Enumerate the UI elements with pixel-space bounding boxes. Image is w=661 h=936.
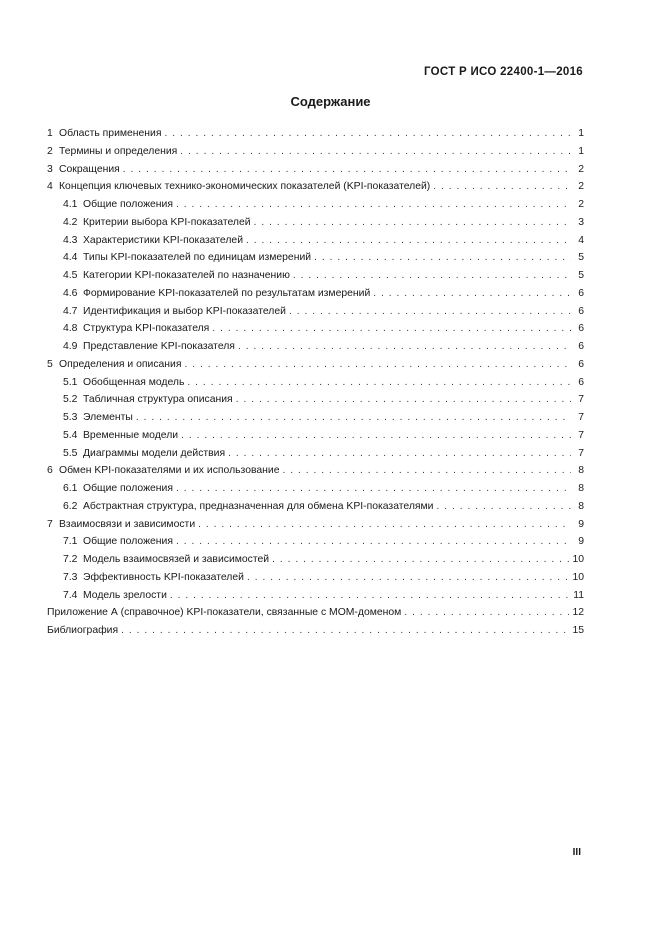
page-number: III xyxy=(572,847,581,858)
toc-entry-title: Структура KPI-показателя xyxy=(83,323,210,335)
toc-entry[interactable] xyxy=(47,498,584,516)
toc-entry-page: 5 xyxy=(578,270,584,281)
toc-entry-page: 6 xyxy=(578,358,584,370)
toc-entry[interactable] xyxy=(47,161,584,179)
toc-entry-page: 1 xyxy=(578,128,584,139)
toc-entry-page: 6 xyxy=(578,323,584,335)
toc-dot-leader xyxy=(181,427,571,445)
toc-entry-number: 5.3 xyxy=(63,412,78,423)
toc-dot-leader xyxy=(293,267,571,285)
toc-dot-leader xyxy=(373,285,571,303)
toc-entry[interactable] xyxy=(47,267,584,285)
toc-entry-number: 4.1 xyxy=(63,199,78,210)
toc-entry-number: 6 xyxy=(47,465,53,477)
toc-dot-leader xyxy=(184,356,571,374)
toc-entry[interactable] xyxy=(47,604,584,622)
toc-entry-page: 7 xyxy=(578,447,584,459)
toc-entry-number: 2 xyxy=(47,145,53,157)
toc-dot-leader xyxy=(282,462,571,480)
toc-entry-page: 11 xyxy=(573,589,584,601)
toc-entry-page: 6 xyxy=(578,341,584,352)
toc-entry-page: 1 xyxy=(578,145,584,157)
toc-dot-leader xyxy=(170,587,570,605)
toc-entry-title: Концепция ключевых технико-экономических показателей (KPI-показателей) xyxy=(59,181,431,193)
toc-entry-page: 8 xyxy=(578,500,584,512)
toc-entry[interactable] xyxy=(47,427,584,445)
toc-dot-leader xyxy=(247,569,569,587)
toc-entry-number: 5.1 xyxy=(63,376,78,388)
toc-entry-number: 5 xyxy=(47,358,53,370)
toc-dot-leader xyxy=(198,516,571,534)
toc-entry-title: Временные модели xyxy=(83,429,179,441)
toc-entry-page: 2 xyxy=(578,199,584,210)
toc-entry-page: 6 xyxy=(578,287,584,299)
toc-entry-title: Критерии выбора KPI-показателей xyxy=(83,216,251,228)
toc-entry-number: 5.2 xyxy=(63,394,78,406)
toc-entry-number: 5.4 xyxy=(63,429,78,441)
toc-entry-page: 8 xyxy=(578,483,584,494)
toc-entry-number: 4.2 xyxy=(63,216,78,228)
toc-entry[interactable] xyxy=(47,462,584,480)
toc-dot-leader xyxy=(176,480,571,498)
toc-entry[interactable] xyxy=(47,214,584,232)
toc-entry[interactable] xyxy=(47,338,584,356)
toc-entry[interactable] xyxy=(47,143,584,161)
toc-entry[interactable] xyxy=(47,516,584,534)
toc-entry[interactable] xyxy=(47,178,584,196)
toc-entry-title: Термины и определения xyxy=(59,145,178,157)
toc-entry-number: 4.9 xyxy=(63,341,78,352)
toc-dot-leader xyxy=(433,178,571,196)
toc-dot-leader xyxy=(123,161,571,179)
toc-entry-title: Абстрактная структура, предназначенная для обмена KPI-показателями xyxy=(83,500,434,512)
toc-entry[interactable] xyxy=(47,480,584,498)
table-of-contents xyxy=(47,125,584,640)
toc-entry-title: Характеристики KPI-показателей xyxy=(83,234,244,246)
toc-entry-page: 7 xyxy=(578,394,584,406)
toc-entry-page: 5 xyxy=(578,252,584,264)
toc-entry-number: 7.1 xyxy=(63,536,78,548)
toc-entry-title: Общие положения xyxy=(83,483,173,494)
toc-entry[interactable] xyxy=(47,533,584,551)
toc-dot-leader xyxy=(187,374,571,392)
toc-entry-number: 5.5 xyxy=(63,447,78,459)
toc-entry-number: 3 xyxy=(47,163,53,175)
toc-entry-page: 10 xyxy=(572,554,584,565)
toc-dot-leader xyxy=(436,498,571,516)
toc-entry-number: 4.7 xyxy=(63,305,78,317)
toc-entry-title: Область применения xyxy=(59,128,162,139)
toc-entry-title: Диаграммы модели действия xyxy=(83,447,226,459)
toc-entry-number: 7.2 xyxy=(63,554,78,565)
toc-entry[interactable] xyxy=(47,125,584,143)
toc-entry-number: 4.3 xyxy=(63,234,78,246)
toc-entry-number: 7 xyxy=(47,518,53,530)
toc-dot-leader xyxy=(254,214,571,232)
toc-dot-leader xyxy=(314,249,571,267)
toc-entry-title: Приложение А (справочное) KPI-показатели, связанные с МОМ-доменом xyxy=(47,607,402,619)
toc-dot-leader xyxy=(180,143,571,161)
toc-entry-title: Категории KPI-показателей по назначению xyxy=(83,270,290,281)
toc-entry-title: Обмен KPI-показателями и их использование xyxy=(59,465,280,477)
toc-entry-title: Представление KPI-показателя xyxy=(83,341,235,352)
toc-dot-leader xyxy=(212,320,571,338)
toc-entry-page: 15 xyxy=(572,625,584,636)
toc-entry-title: Определения и описания xyxy=(59,358,182,370)
toc-entry-page: 12 xyxy=(572,607,584,619)
toc-entry-number: 1 xyxy=(47,128,53,139)
toc-entry-title: Общие положения xyxy=(83,536,173,548)
toc-entry-title: Обобщенная модель xyxy=(83,376,185,388)
toc-dot-leader xyxy=(236,391,571,409)
toc-entry-page: 2 xyxy=(578,181,584,193)
toc-entry[interactable] xyxy=(47,445,584,463)
toc-entry[interactable] xyxy=(47,409,584,427)
toc-entry-number: 4.8 xyxy=(63,323,78,335)
toc-dot-leader xyxy=(272,551,569,569)
toc-entry-title: Типы KPI-показателей по единицам измерений xyxy=(83,252,312,264)
toc-dot-leader xyxy=(176,533,571,551)
toc-entry-title: Идентификация и выбор KPI-показателей xyxy=(83,305,286,317)
toc-dot-leader xyxy=(289,303,571,321)
toc-entry[interactable] xyxy=(47,374,584,392)
toc-entry-title: Модель взаимосвязей и зависимостей xyxy=(83,554,270,565)
toc-entry[interactable] xyxy=(47,196,584,214)
toc-entry-page: 4 xyxy=(578,234,584,246)
toc-entry-page: 3 xyxy=(578,216,584,228)
toc-entry-title: Модель зрелости xyxy=(83,589,167,601)
toc-entry[interactable] xyxy=(47,249,584,267)
toc-entry-title: Библиография xyxy=(47,625,119,636)
toc-entry[interactable] xyxy=(47,569,584,587)
toc-dot-leader xyxy=(404,604,569,622)
toc-entry-page: 6 xyxy=(578,305,584,317)
toc-dot-leader xyxy=(121,622,569,640)
toc-entry-number: 6.1 xyxy=(63,483,78,494)
toc-entry-number: 7.3 xyxy=(63,571,78,583)
toc-entry-number: 4 xyxy=(47,181,53,193)
toc-entry-page: 10 xyxy=(572,571,584,583)
toc-entry-page: 8 xyxy=(578,465,584,477)
toc-dot-leader xyxy=(228,445,571,463)
toc-entry[interactable] xyxy=(47,320,584,338)
toc-entry[interactable] xyxy=(47,622,584,640)
toc-entry[interactable] xyxy=(47,587,584,605)
toc-entry[interactable] xyxy=(47,551,584,569)
toc-entry-number: 4.5 xyxy=(63,270,78,281)
toc-entry[interactable] xyxy=(47,285,584,303)
toc-dot-leader xyxy=(164,125,571,143)
toc-entry-title: Формирование KPI-показателей по результатам измерений xyxy=(83,287,371,299)
document-header: ГОСТ Р ИСО 22400-1—2016 xyxy=(423,66,583,78)
toc-dot-leader xyxy=(238,338,571,356)
toc-entry-title: Эффективность KPI-показателей xyxy=(83,571,244,583)
toc-entry-title: Табличная структура описания xyxy=(83,394,233,406)
page-title: Содержание xyxy=(290,94,371,109)
toc-entry-title: Взаимосвязи и зависимости xyxy=(59,518,196,530)
toc-entry-page: 7 xyxy=(578,429,584,441)
toc-entry-page: 9 xyxy=(578,518,584,530)
toc-entry-title: Элементы xyxy=(83,412,133,423)
toc-entry-number: 4.4 xyxy=(63,252,78,264)
toc-entry[interactable] xyxy=(47,391,584,409)
toc-dot-leader xyxy=(246,232,571,250)
toc-entry-number: 6.2 xyxy=(63,500,78,512)
toc-entry-title: Сокращения xyxy=(59,163,120,175)
toc-entry[interactable] xyxy=(47,303,584,321)
toc-dot-leader xyxy=(176,196,571,214)
toc-dot-leader xyxy=(136,409,571,427)
toc-entry[interactable] xyxy=(47,232,584,250)
toc-entry-title: Общие положения xyxy=(83,199,173,210)
toc-entry-page: 6 xyxy=(578,376,584,388)
toc-entry-page: 2 xyxy=(578,163,584,175)
toc-entry-number: 7.4 xyxy=(63,589,78,601)
toc-entry-number: 4.6 xyxy=(63,287,78,299)
toc-entry-page: 7 xyxy=(578,412,584,423)
toc-entry-page: 9 xyxy=(578,536,584,548)
toc-entry[interactable] xyxy=(47,356,584,374)
